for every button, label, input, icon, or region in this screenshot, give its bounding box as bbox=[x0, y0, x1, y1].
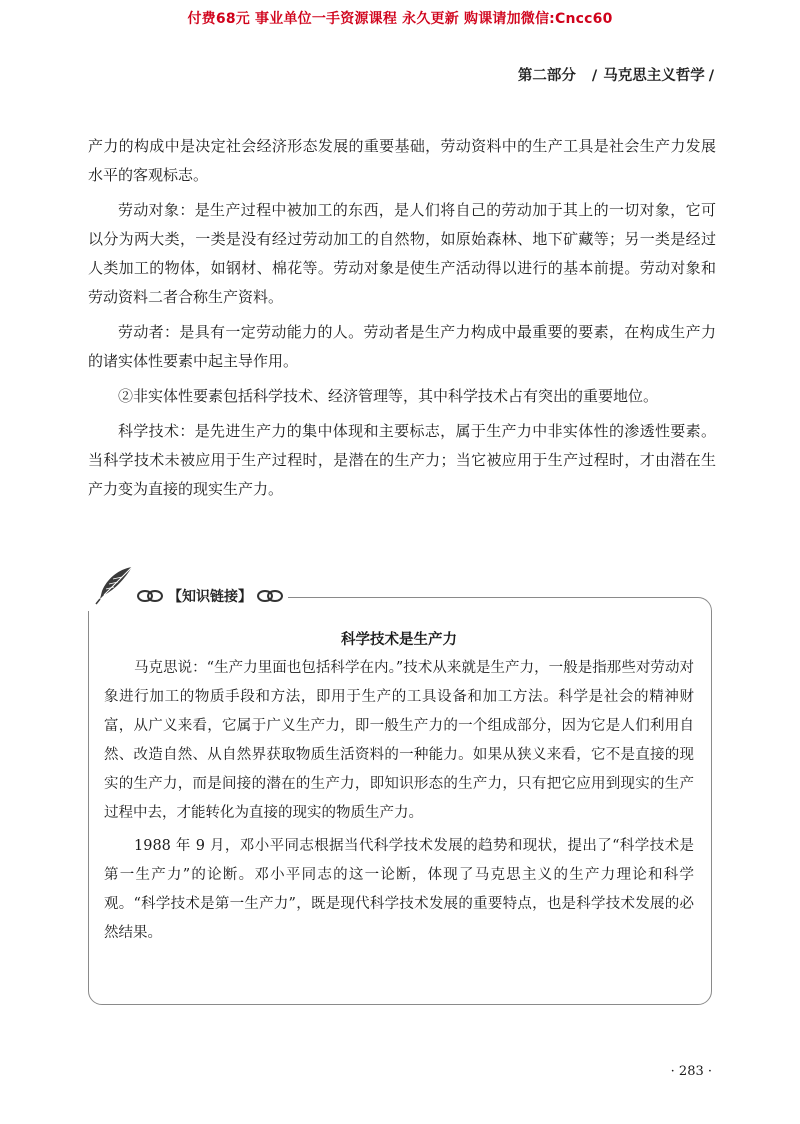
chain-link-icon bbox=[256, 587, 284, 605]
chain-link-icon bbox=[136, 587, 164, 605]
paragraph: 科学技术：是先进生产力的集中体现和主要标志，属于生产力中非实体性的渗透性要素。当科学技术未被应用于生产过程时，是潜在的生产力；当它被应用于生产过程时，才由潜在生产力变为直接的现实生产力。 bbox=[88, 422, 716, 498]
quill-icon bbox=[92, 565, 136, 605]
paragraph: 劳动对象：是生产过程中被加工的东西，是人们将自己的劳动加于其上的一切对象，它可以分为两大类，一类是没有经过劳动加工的自然物，如原始森林、地下矿藏等；另一类是经过人类加工的物体，如钢材、棉花等。劳动对象是使生产活动得以进行的基本前提。劳动对象和劳动资料二者合称生产资料。 bbox=[88, 201, 716, 306]
main-body bbox=[88, 132, 716, 510]
knowledge-link-tab bbox=[88, 581, 288, 611]
paragraph: 劳动者：是具有一定劳动能力的人。劳动者是生产力构成中最重要的要素，在构成生产力的诸实体性要素中起主导作用。 bbox=[88, 323, 716, 370]
section-label: 第二部分 bbox=[517, 68, 576, 84]
paragraph: ②非实体性要素包括科学技术、经济管理等，其中科学技术占有突出的重要地位。 bbox=[118, 387, 659, 405]
box-title: 科学技术是生产力 bbox=[341, 632, 457, 648]
end-slash: / bbox=[708, 68, 714, 84]
running-head bbox=[518, 64, 714, 85]
paragraph: 产力的构成中是决定社会经济形态发展的重要基础，劳动资料中的生产工具是社会生产力发展水平的客观标志。 bbox=[88, 137, 716, 184]
page-number: · 283 · bbox=[670, 1064, 712, 1079]
box-paragraph: 马克思说：“生产力里面也包括科学在内。”技术从来就是生产力，一般是指那些对劳动对象进行加工的物质手段和方法，即用于生产的工具设备和加工方法。科学是社会的精神财富，从广义来看，它属于广义生产力，即一般生产力的一个组成部分，因为它是人们利用自然、改造自然、从自然界获取物质生活资料的一种能力。如果从狭义来看，它不是直接的现实的生产力，而是间接的潜在的生产力，即知识形态的生产力，只有把它应用到现实的生产过程中去，才能转化为直接的现实的物质生产力。 bbox=[104, 660, 694, 821]
box-body bbox=[104, 654, 694, 952]
subject-label: 马克思主义哲学 bbox=[603, 68, 705, 84]
separator: / bbox=[591, 68, 598, 84]
knowledge-link-label: 【知识链接】 bbox=[168, 589, 252, 605]
promo-banner: 付费68元 事业单位一手资源课程 永久更新 购课请加微信:Cncc60 bbox=[187, 11, 613, 27]
box-paragraph: 1988 年 9 月，邓小平同志根据当代科学技术发展的趋势和现状，提出了“科学技术是第一生产力”的论断。邓小平同志的这一论断，体现了马克思主义的生产力理论和科学观。“科学技术是第一生产力”，既是现代科学技术发展的重要特点，也是科学技术发展的必然结果。 bbox=[104, 838, 694, 941]
